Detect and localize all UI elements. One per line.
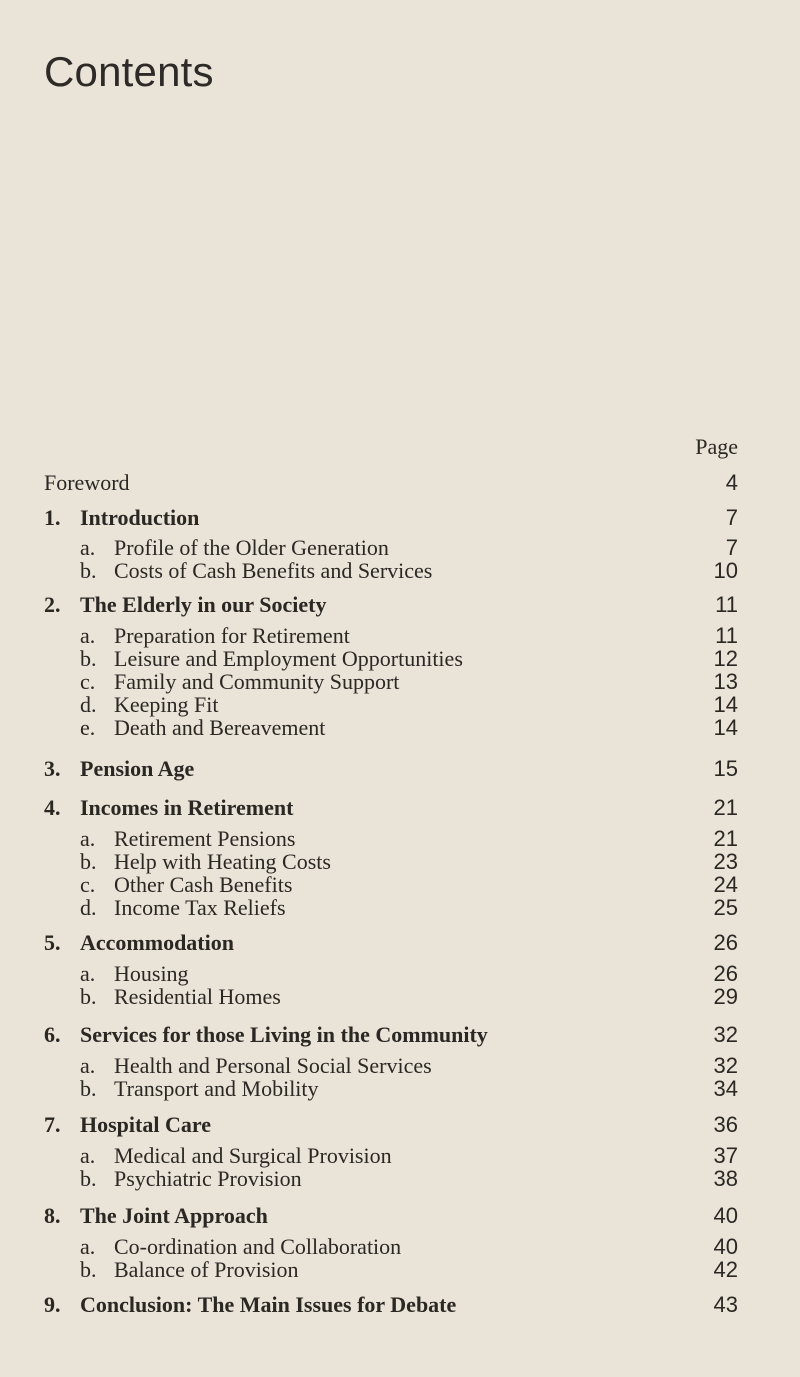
chapter-title: Services for those Living in the Community xyxy=(80,1022,488,1047)
subsection-letter: b. xyxy=(80,984,97,1009)
subsection-letter: a. xyxy=(80,961,96,986)
chapter-number: 4. xyxy=(44,795,61,820)
toc-subsection-row xyxy=(0,1076,800,1102)
page-number: 26 xyxy=(713,961,738,986)
page-number: 25 xyxy=(713,895,738,920)
toc-chapter-row xyxy=(0,1203,800,1229)
subsection-letter: a. xyxy=(80,1053,96,1078)
subsection-letter: a. xyxy=(80,1143,96,1168)
toc-chapter-row xyxy=(0,592,800,618)
page-number: 21 xyxy=(713,795,738,820)
foreword-title: Foreword xyxy=(44,470,130,495)
page-number: 13 xyxy=(713,669,738,694)
page-number: 14 xyxy=(713,715,738,740)
subsection-letter: c. xyxy=(80,872,96,897)
subsection-letter: a. xyxy=(80,826,96,851)
subsection-title: Leisure and Employment Opportunities xyxy=(114,646,463,671)
page-number: 4 xyxy=(725,470,738,495)
subsection-title: Preparation for Retirement xyxy=(114,623,350,648)
chapter-title: Hospital Care xyxy=(80,1112,211,1137)
subsection-title: Housing xyxy=(114,961,189,986)
page-number: 38 xyxy=(713,1166,738,1191)
toc-chapter-row xyxy=(0,1112,800,1138)
subsection-letter: b. xyxy=(80,849,97,874)
subsection-title: Family and Community Support xyxy=(114,669,400,694)
subsection-title: Profile of the Older Generation xyxy=(114,535,389,560)
toc-chapter-row xyxy=(0,756,800,782)
page-number: 34 xyxy=(713,1076,738,1101)
toc-subsection-row xyxy=(0,1166,800,1192)
chapter-number: 7. xyxy=(44,1112,61,1137)
subsection-letter: c. xyxy=(80,669,96,694)
subsection-title: Death and Bereavement xyxy=(114,715,326,740)
toc-subsection-row xyxy=(0,1257,800,1283)
subsection-title: Costs of Cash Benefits and Services xyxy=(114,558,433,583)
toc-chapter-row xyxy=(0,795,800,821)
page-number: 26 xyxy=(713,930,738,955)
chapter-title: Conclusion: The Main Issues for Debate xyxy=(80,1292,457,1317)
subsection-letter: b. xyxy=(80,1076,97,1101)
page-number: 11 xyxy=(715,592,738,617)
page-number: 32 xyxy=(713,1053,738,1078)
page-number: 36 xyxy=(713,1112,738,1137)
page-number: 24 xyxy=(713,872,738,897)
subsection-letter: d. xyxy=(80,692,97,717)
page-title: Contents xyxy=(44,48,214,95)
subsection-title: Keeping Fit xyxy=(114,692,219,717)
subsection-letter: b. xyxy=(80,558,97,583)
subsection-title: Psychiatric Provision xyxy=(114,1166,302,1191)
page-number: 21 xyxy=(713,826,738,851)
page-number: 29 xyxy=(713,984,738,1009)
subsection-title: Transport and Mobility xyxy=(114,1076,319,1101)
subsection-letter: b. xyxy=(80,1257,97,1282)
chapter-title: Introduction xyxy=(80,505,200,530)
toc-subsection-row xyxy=(0,984,800,1010)
chapter-title: Incomes in Retirement xyxy=(80,795,294,820)
subsection-letter: e. xyxy=(80,715,96,740)
chapter-number: 2. xyxy=(44,592,61,617)
page-number: 32 xyxy=(713,1022,738,1047)
subsection-letter: d. xyxy=(80,895,97,920)
chapter-number: 5. xyxy=(44,930,61,955)
toc-subsection-row xyxy=(0,715,800,741)
page-column-header: Page xyxy=(695,434,738,459)
page-number: 37 xyxy=(713,1143,738,1168)
page-number: 7 xyxy=(725,505,738,530)
subsection-letter: a. xyxy=(80,623,96,648)
toc-subsection-row xyxy=(0,895,800,921)
toc-chapter-row xyxy=(0,505,800,531)
page-number: 40 xyxy=(713,1234,738,1259)
subsection-title: Residential Homes xyxy=(114,984,281,1009)
page-number: 10 xyxy=(713,558,738,583)
toc-chapter-row xyxy=(0,1292,800,1318)
chapter-title: The Elderly in our Society xyxy=(80,592,327,617)
page-number: 40 xyxy=(713,1203,738,1228)
page-number: 15 xyxy=(713,756,738,781)
subsection-title: Health and Personal Social Services xyxy=(114,1053,432,1078)
page-number: 7 xyxy=(725,535,738,560)
toc-subsection-row xyxy=(0,558,800,584)
chapter-number: 8. xyxy=(44,1203,61,1228)
subsection-title: Income Tax Reliefs xyxy=(114,895,286,920)
page-number: 43 xyxy=(713,1292,738,1317)
page-number: 11 xyxy=(715,623,738,648)
page-number: 23 xyxy=(713,849,738,874)
toc-foreword-row xyxy=(0,470,800,496)
page-number: 12 xyxy=(713,646,738,671)
subsection-letter: b. xyxy=(80,1166,97,1191)
chapter-title: Pension Age xyxy=(80,756,195,781)
toc-chapter-row xyxy=(0,1022,800,1048)
subsection-title: Medical and Surgical Provision xyxy=(114,1143,392,1168)
chapter-title: Accommodation xyxy=(80,930,234,955)
chapter-number: 9. xyxy=(44,1292,61,1317)
subsection-title: Co-ordination and Collaboration xyxy=(114,1234,402,1259)
subsection-letter: a. xyxy=(80,535,96,560)
chapter-number: 6. xyxy=(44,1022,61,1047)
subsection-letter: a. xyxy=(80,1234,96,1259)
page-number: 42 xyxy=(713,1257,738,1282)
toc-chapter-row xyxy=(0,930,800,956)
chapter-title: The Joint Approach xyxy=(80,1203,268,1228)
chapter-number: 1. xyxy=(44,505,61,530)
subsection-title: Retirement Pensions xyxy=(114,826,296,851)
chapter-number: 3. xyxy=(44,756,61,781)
subsection-title: Other Cash Benefits xyxy=(114,872,293,897)
page-number: 14 xyxy=(713,692,738,717)
subsection-title: Balance of Provision xyxy=(114,1257,299,1282)
subsection-title: Help with Heating Costs xyxy=(114,849,331,874)
subsection-letter: b. xyxy=(80,646,97,671)
